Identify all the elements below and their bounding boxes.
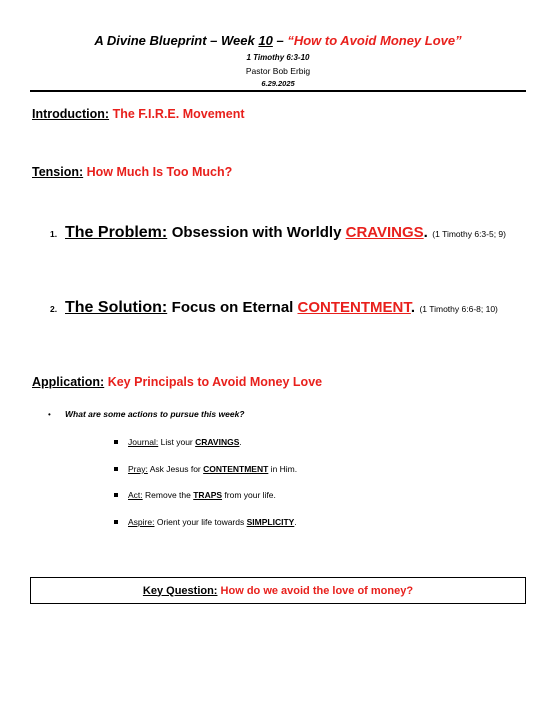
point-number: 2. xyxy=(50,304,58,314)
point-keyword: CONTENTMENT xyxy=(297,299,411,316)
action-verb: Act: xyxy=(128,490,143,500)
square-bullet-icon xyxy=(114,520,118,524)
action-verb: Journal: xyxy=(128,437,159,447)
introduction-label: Introduction: xyxy=(32,107,110,121)
title-dash: – xyxy=(272,33,288,48)
action-pre: Remove the xyxy=(145,490,194,500)
point-text: Focus on Eternal xyxy=(171,299,298,316)
action-pre: Orient your life towards xyxy=(156,517,247,527)
square-bullet-icon xyxy=(114,467,118,471)
point-period: . xyxy=(410,299,416,316)
action-item-journal xyxy=(114,437,242,447)
key-question-text: How do we avoid the love of money? xyxy=(220,584,414,597)
point-text: Obsession with Worldly xyxy=(171,224,346,241)
point-period: . xyxy=(423,224,428,241)
introduction-section xyxy=(32,107,245,121)
key-question-label: Key Question: xyxy=(142,584,218,597)
point-label: The Problem: xyxy=(65,224,168,241)
action-verb: Aspire: xyxy=(128,517,155,527)
page-title xyxy=(0,33,556,48)
title-prefix: A Divine Blueprint – Week xyxy=(94,33,259,48)
point-keyword: CRAVINGS xyxy=(345,224,424,241)
action-question-text: What are some actions to pursue this week? xyxy=(65,409,245,419)
action-post: from your life. xyxy=(222,490,276,500)
point-number: 1. xyxy=(50,229,58,239)
square-bullet-icon xyxy=(114,493,118,497)
action-pre: List your xyxy=(160,437,196,447)
square-bullet-icon xyxy=(114,440,118,444)
key-question-box xyxy=(30,577,526,604)
sermon-date: 6.29.2025 xyxy=(261,79,295,88)
scripture-reference: 1 Timothy 6:3-10 xyxy=(246,53,310,62)
point-problem xyxy=(50,224,506,242)
header-divider xyxy=(30,90,526,92)
action-keyword: CONTENTMENT xyxy=(203,464,269,474)
action-post: . xyxy=(294,517,297,527)
action-question xyxy=(48,409,245,419)
action-keyword: CRAVINGS xyxy=(195,437,240,447)
application-label: Application: xyxy=(32,375,105,389)
tension-label: Tension: xyxy=(32,165,84,179)
action-keyword: TRAPS xyxy=(193,490,223,500)
pastor-name: Pastor Bob Erbig xyxy=(245,66,311,76)
action-pre: Ask Jesus for xyxy=(149,464,204,474)
sermon-subtitle: “How to Avoid Money Love” xyxy=(287,33,462,48)
week-number: 10 xyxy=(258,33,273,48)
point-label: The Solution: xyxy=(65,299,168,316)
action-item-act xyxy=(114,490,276,500)
point-scripture: (1 Timothy 6:3-5; 9) xyxy=(432,229,506,239)
tension-text: How Much Is Too Much? xyxy=(86,165,233,179)
action-item-pray xyxy=(114,464,297,474)
action-item-aspire xyxy=(114,517,297,527)
application-text: Key Principals to Avoid Money Love xyxy=(107,375,323,389)
action-post: . xyxy=(239,437,242,447)
tension-section xyxy=(32,165,232,179)
introduction-text: The F.I.R.E. Movement xyxy=(112,107,245,121)
action-keyword: SIMPLICITY xyxy=(246,517,295,527)
action-verb: Pray: xyxy=(128,464,148,474)
point-solution xyxy=(50,299,498,317)
application-section xyxy=(32,375,322,389)
action-post: in Him. xyxy=(268,464,298,474)
point-scripture: (1 Timothy 6:6-8; 10) xyxy=(419,304,498,314)
bullet-icon: • xyxy=(48,410,51,419)
